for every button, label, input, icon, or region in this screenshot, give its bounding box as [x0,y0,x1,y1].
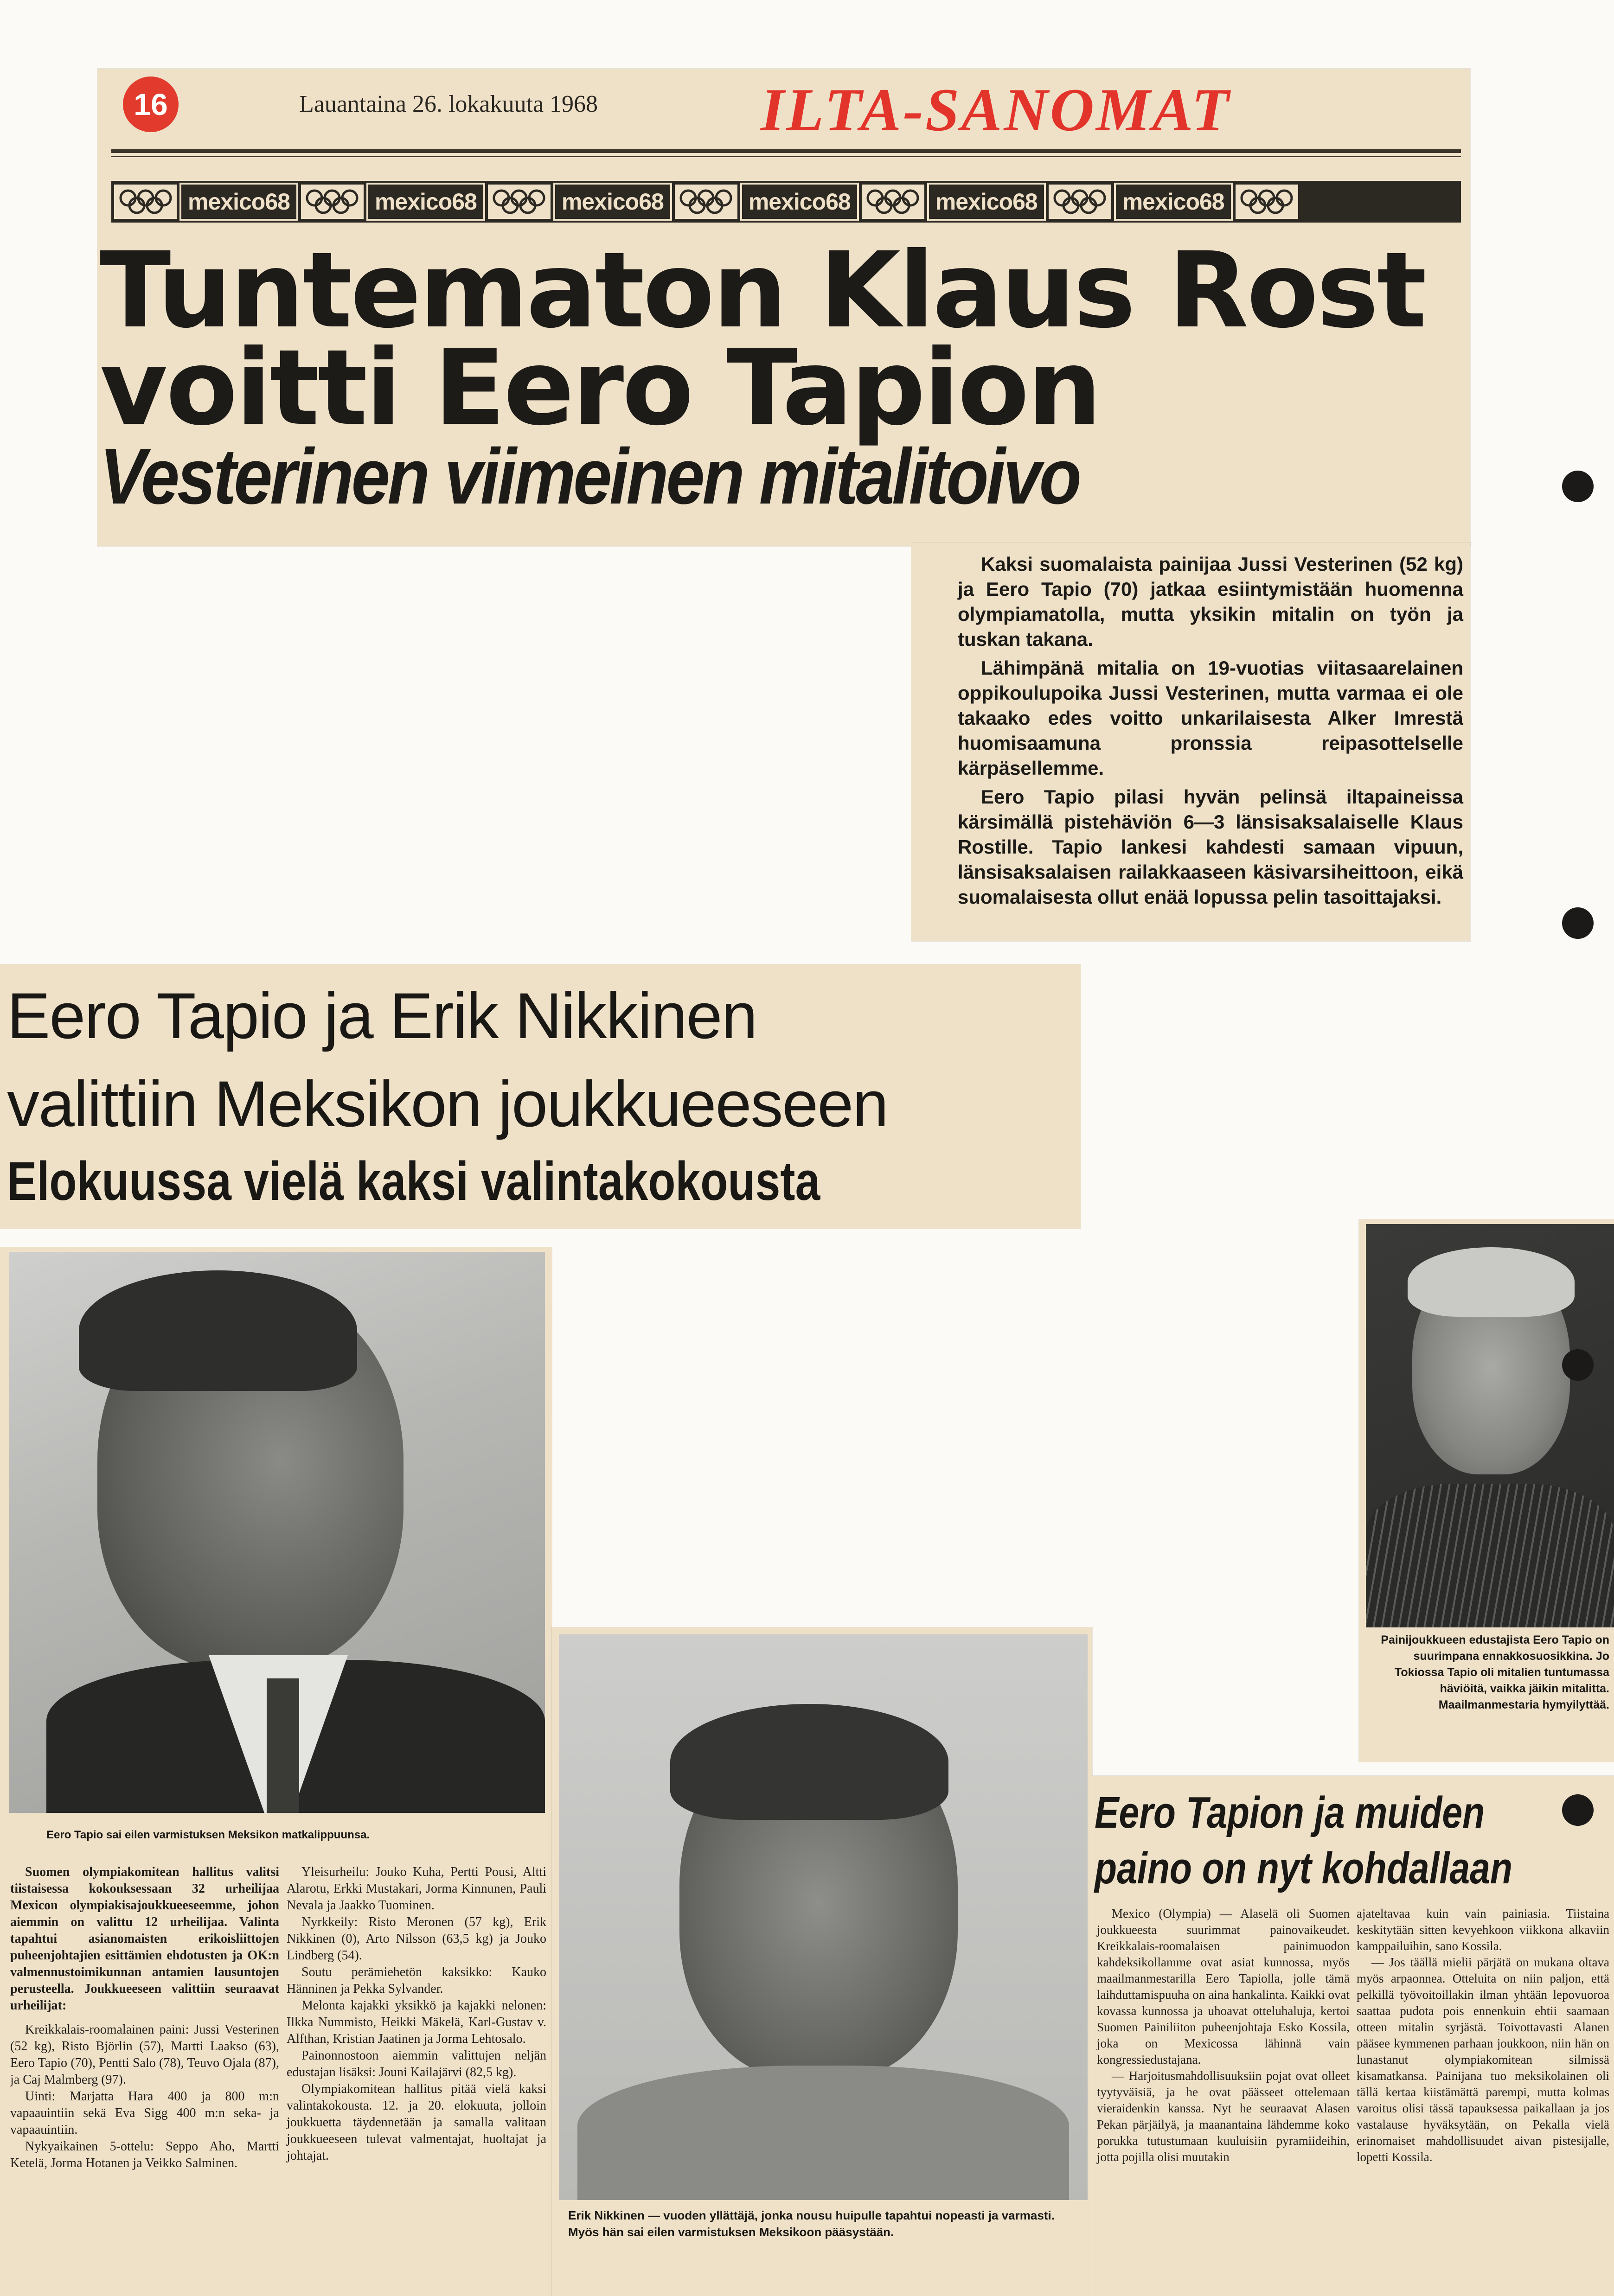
text-column-4b [1357,1906,1609,2165]
paragraph: Soutu perämiehetön kaksikko: Kauko Hänninen ja Pekka Sylvander. [287,1965,546,1996]
mexico68-label: mexico68 [1114,183,1233,221]
text-column-1 [10,1864,279,2172]
headline-4-line-2: paino on nyt kohdallaan [1095,1843,1512,1893]
portrait-tie [267,1678,299,1813]
olympic-rings-icon [1236,185,1298,219]
headline-2-subheadline: Elokuussa vielä kaksi valintakokousta [7,1151,820,1212]
mexico68-band-item [111,181,298,223]
paragraph: Nykyaikainen 5-ottelu: Seppo Aho, Martti Ketelä, Jorma Hotanen ja Veikko Salminen. [10,2139,279,2170]
portrait-hair [1408,1247,1575,1317]
subheadline: Vesterinen viimeinen mitalitoivo [100,433,1079,521]
dateline: Lauantaina 26. lokakuuta 1968 [299,91,598,117]
lead-paragraph: Lähimpänä mitalia on 19-vuotias viitasaarelainen oppikoulupoika Jussi Vesterinen, mutta varmaa ei ole takaako edes voitto unkarilaisesta Alker Imrestä huomisaamuna pronssia reipasottelselle kärpäsellemme. [958,657,1463,779]
binder-hole-bottom [1562,1794,1594,1826]
masthead-logo: ILTA-SANOMAT [761,76,1231,144]
headline-2-line-1: Eero Tapio ja Erik Nikkinen [7,979,757,1052]
photo-eero-tapio-smiling [1366,1224,1614,1627]
mexico68-band-item [859,181,1046,223]
portrait-hair [670,1704,948,1820]
lead-paragraph: Kaksi suomalaista painijaa Jussi Vesterinen (52 kg) ja Eero Tapio (70) jatkaa esiintymistään huomenna olympiamatolla, mutta yksikin mitalin on työn ja tuskan takana. [958,553,1463,650]
masthead-rule-thin [111,156,1461,157]
paragraph: ajateltavaa kuin vain painiasia. Tiistaina keskitytään sitten kevyehkoon viikkona alkaviin kamppailuihin, sano Kossila. [1357,1907,1609,1953]
text-column-2 [287,1864,546,2164]
photo-erik-nikkinen [559,1634,1088,2200]
mexico68-label: mexico68 [553,183,672,221]
paragraph: Kreikkalais-roomalainen paini: Jussi Vesterinen (52 kg), Risto Björlin (57), Martti Laakso (63), Eero Tapio (70), Pentti Salo (78), Teuvo Ojala (87), ja Caj Malmberg (97). [10,2022,279,2087]
paragraph: Yleisurheilu: Jouko Kuha, Pertti Pousi, Altti Alarotu, Erkki Mustakari, Jorma Kinnunen, Pauli Nevala ja Jaakko Tuominen. [287,1865,546,1913]
mexico68-label: mexico68 [740,183,859,221]
olympic-rings-icon [1049,185,1111,219]
binder-hole-top [1562,471,1594,502]
paragraph: Mexico (Olympia) — Alaselä oli Suomen joukkueesta suurimmat painovaikeudet. Kreikkalais-roomalaisen painimuodon kahdeksikollamme ovat asiat kunnossa, myös maailmanmestarilla Eero Tapiolla, jolle tämä laihduttamispuuha on aina hankalinta. Kaikki ovat kovassa kunnossa ja uhoavat otteluhaluja, kertoi Suomen Painiliiton puheenjohtaja Esko Kossila, joka on Mexicossa lähinnä vain kongressiedustajana. [1097,1907,1350,2066]
mexico68-label: mexico68 [927,183,1046,221]
photo-caption-tapio-smiling: Painijoukkueen edustajista Eero Tapio on suurimpana ennakkosuosikkina. Jo Tokiossa Tapio oli mitalien tuntumassa häviöitä, vaikka jäikin mitalitta. Maailmanmestaria hymyilyttää. [1381,1633,1609,1711]
headline-line-1: Tuntematon Klaus Rost [100,230,1425,351]
mexico68-band-item [485,181,672,223]
photo-caption-nikkinen: Erik Nikkinen — vuoden yllättäjä, jonka nousu huipulle tapahtui nopeasti ja varmasti. Myös hän sai eilen varmistuksen Meksikoon pääsystään. [568,2208,1055,2239]
paragraph: Nyrkkeily: Risto Meronen (57 kg), Erik Nikkinen (0), Arto Nilsson (63,5 kg) ja Jouko Lindberg (54). [287,1915,546,1963]
olympic-rings-icon [488,185,551,219]
masthead-rule [111,149,1461,153]
olympic-rings-icon [301,185,364,219]
mexico68-band-item [298,181,485,223]
text-column-4a [1097,1906,1350,2165]
portrait-suit [1366,1484,1614,1627]
paragraph: Melonta kajakki yksikkö ja kajakki nelonen: Ilkka Nummisto, Heikki Mäkelä, Karl-Gustav v. Alfthan, Kristian Jaatinen ja Jorma Lehtosalo. [287,1998,546,2046]
paragraph: Olympiakomitean hallitus pitää vielä kaksi valintakokousta. 12. ja 20. elokuuta, jolloin joukkuetta täydennetään ja samalla valitaan joukkueeseen tulevat valmentajat, huoltajat ja johtajat. [287,2082,546,2163]
page-number-badge: 16 [123,77,179,132]
photo-caption-tapio: Eero Tapio sai eilen varmistuksen Meksikon matkalippuunsa. [46,1829,370,1841]
mexico68-label: mexico68 [366,183,485,221]
mexico68-label: mexico68 [179,183,298,221]
headline-2-line-2: valittiin Meksikon joukkueeseen [7,1067,888,1140]
mexico68-band-item [1046,181,1233,223]
portrait-shoulders [577,2066,1069,2200]
binder-hole-middle [1562,907,1594,939]
paragraph: — Jos täällä mielii pärjätä on mukana oltava myös arpaonnea. Otteluita on niin paljon, että pelkillä työvoitoillakin ilman yhtään lepovuoroa saattaa pudota pois ennenkuin ehtii saamaan otteen mitalin syrjästä. Toivottavasti Alanen pääsee kymmenen parhaan joukkoon, niin hän on lunastanut olympiakomitean silmissä kisamatkansa. Painijana tuo meksikolainen oli tällä kertaa kiistämättä parempi, mutta kolmas varoitus olisi tässä tapauksessa paikallaan ja jos vastalause hyväksytään, on Pekalla vielä erinomaiset mahdollisuudet aivan pistesijalle, lopetti Kossila. [1357,1955,1609,2164]
lead-article-text [958,552,1463,913]
portrait-hair [79,1270,357,1391]
paragraph: Uinti: Marjatta Hara 400 ja 800 m:n vapaauintiin sekä Eva Sigg 400 m:n seka- ja vapaauintiin. [10,2089,279,2137]
olympic-rings-icon [675,185,737,219]
headline-line-2: voitti Eero Tapion [100,327,1100,449]
paragraph: Suomen olympiakomitean hallitus valitsi tiistaisessa kokouksessaan 32 urheilijaa Mexicon olympiakisajoukkueeseemme, johon aiemmin on valittu 12 urheilijaa. Valinta tapahtui asianomaisten erikoisliittojen puheenjohtajien esittämien ehdotusten ja OK:n valmennustoimikunnan antamien lausuntojen perusteella. Joukkueeseen valittiin seuraavat urheilijat: [10,1865,279,2013]
binder-hole-right [1562,1349,1594,1381]
olympic-rings-icon [114,185,177,219]
mexico68-band-item [672,181,859,223]
photo-eero-tapio [9,1252,545,1813]
paragraph: Painonnostoon aiemmin valittujen neljän edustajan lisäksi: Jouni Kailajärvi (82,5 kg). [287,2048,546,2079]
lead-paragraph: Eero Tapio pilasi hyvän pelinsä iltapaineissa kärsimällä pistehäviön 6—3 länsisaksalaiselle Klaus Rostille. Tapio lankesi kahdesti samaan vipuun, länsisaksalaisen railakkaaseen käsivarsiheittoon, eikä suomalaisesta ollut enää lopussa pelin tasoittajaksi. [958,786,1463,908]
olympic-rings-icon [862,185,924,219]
headline-4-line-1: Eero Tapion ja muiden [1095,1788,1485,1837]
paragraph: — Harjoitusmahdollisuuksiin pojat ovat olleet tyytyväisiä, ja he ovat päässeet ottelemaan vieraidenkin kanssa. Nyt he seuraavat Alasen Pekan pärjäilyä, ja maanantaina lähdemme koko porukka tutustumaan kuuluisiin pyramiideihin, jotta pojilla olisi muutakin [1097,2069,1350,2164]
mexico68-band [111,181,1461,223]
